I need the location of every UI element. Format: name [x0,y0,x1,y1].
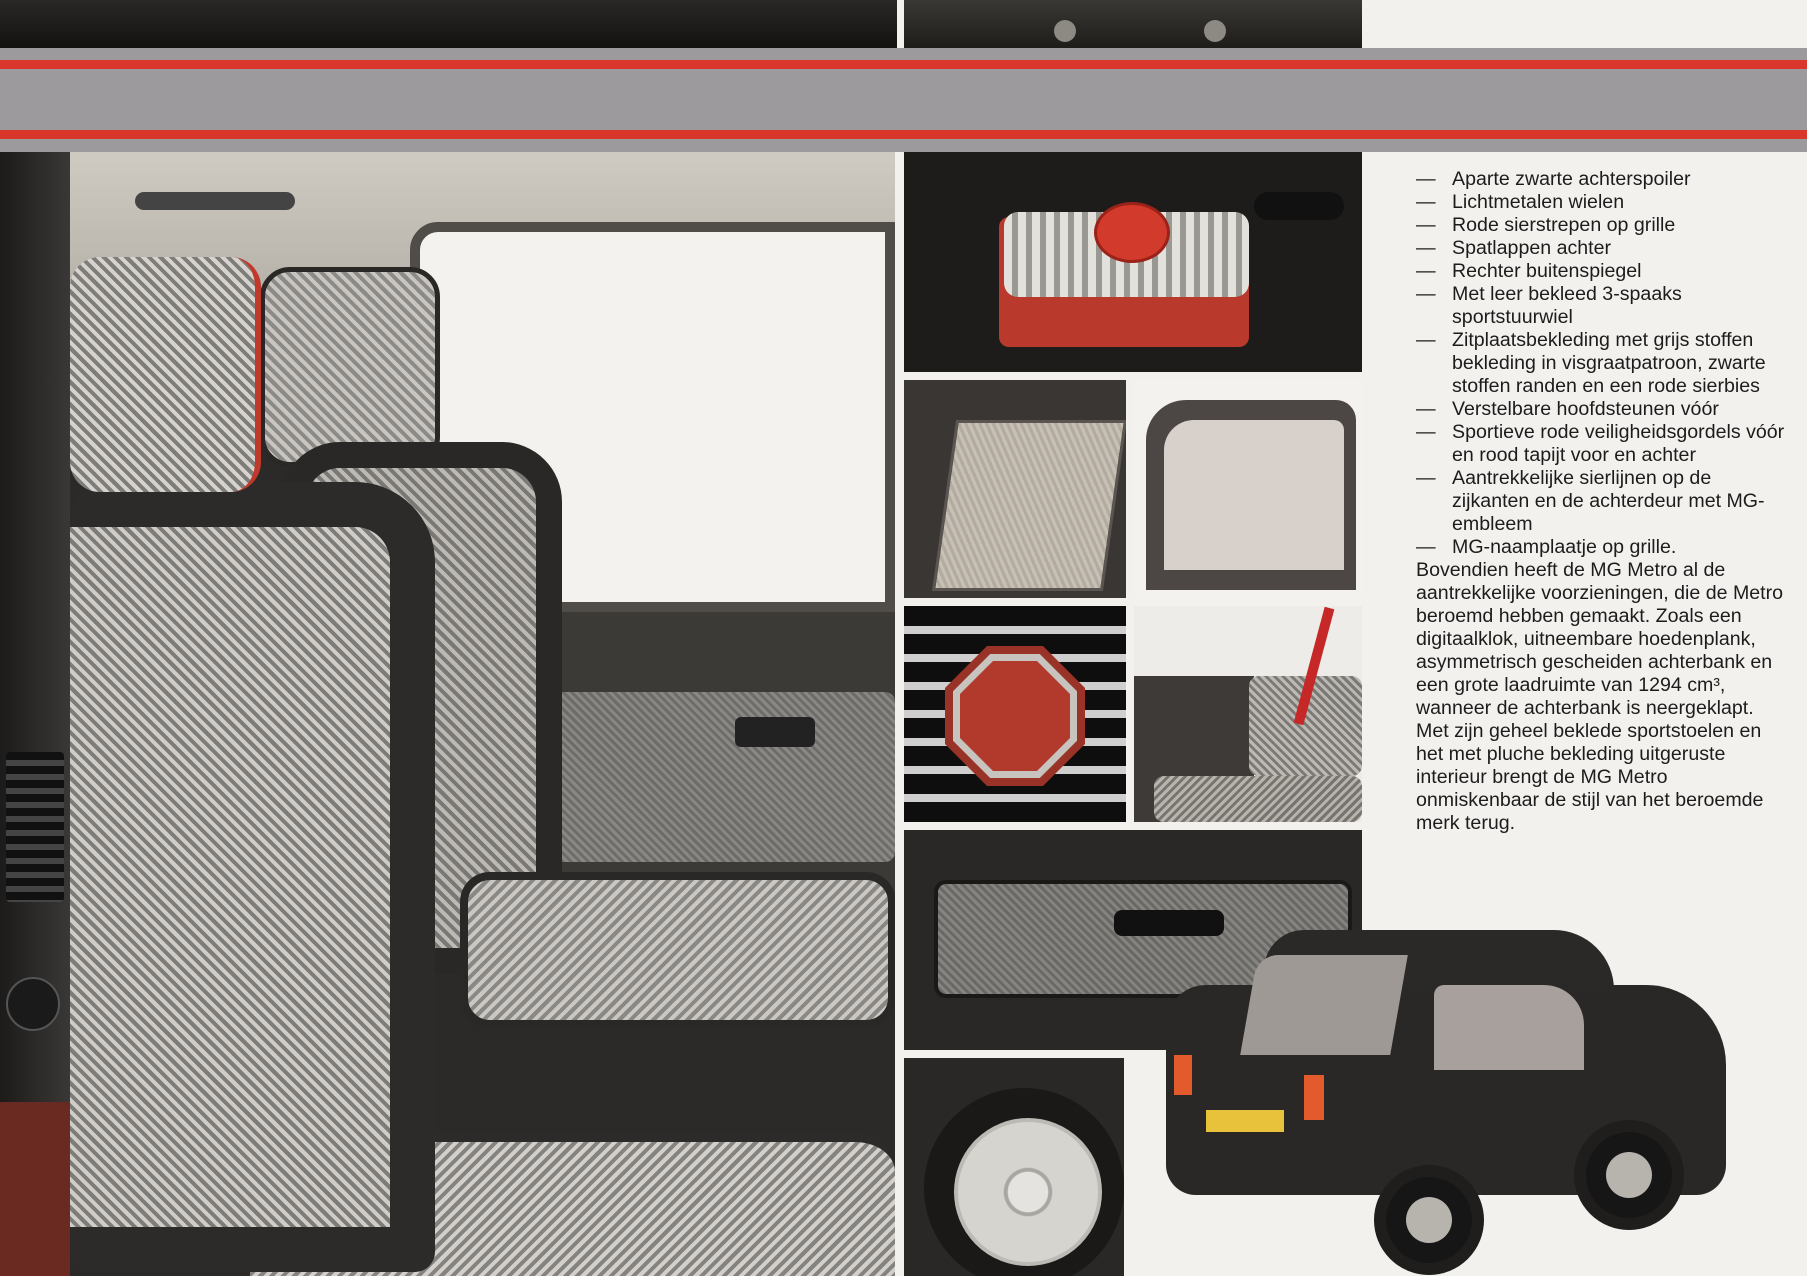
bullet-dash: — [1416,329,1436,351]
car-wheel [1374,1165,1484,1275]
car-tail-light [1304,1075,1324,1120]
feature-text: Spatlappen achter [1452,237,1612,259]
boot-shelf-photo [904,380,1126,598]
feature-item [1416,329,1786,398]
feature-text: Verstelbare hoofdsteunen vóór [1452,398,1719,420]
alloy-rim [954,1118,1102,1266]
mg-badge-core [960,661,1070,771]
top-photo-left [0,0,897,48]
feature-text: Zitplaatsbekleding met grijs stoffen bekleding in visgraatpatroon, zwarte stoffen randen en een rode sierbies [1452,329,1766,397]
bullet-dash: — [1416,421,1436,443]
mg-badge-rim [953,654,1077,778]
rear-seat-photo [1134,606,1362,822]
alloy-wheel-photo [904,1058,1124,1276]
bullet-dash: — [1416,168,1436,190]
feature-item [1416,398,1786,421]
feature-text: Rechter buitenspiegel [1452,260,1642,282]
feature-item [1416,237,1786,260]
car-side-window [1434,985,1584,1070]
bullet-dash: — [1416,214,1436,236]
tailgate-photo [1134,380,1362,598]
car-tail-light [1174,1055,1192,1095]
feature-text: Rode sierstrepen op grille [1452,214,1676,236]
bullet-dash: — [1416,398,1436,420]
mg-badge [945,646,1085,786]
bolt [1054,20,1076,42]
rear-bench-cushion [1154,776,1362,822]
feature-text: Aparte zwarte achterspoiler [1452,168,1691,190]
air-vent [6,752,64,902]
door-handle [735,717,815,747]
feature-text: Sportieve rode veiligheidsgordels vóór en rood tapijt voor en achter [1452,421,1785,466]
car-wheel [1574,1120,1684,1230]
bolt [1204,20,1226,42]
bullet-dash: — [1416,260,1436,282]
top-photo-right [904,0,1362,48]
red-stripe-bottom [0,130,1807,139]
feature-text: Aantrekkelijke sierlijnen op de zijkanten en de achterdeur met MG-embleem [1452,467,1765,535]
passenger-headrest [260,267,440,467]
feature-item [1416,467,1786,536]
interior-photo [0,152,895,1276]
tailgate-glass [1164,420,1344,570]
driver-headrest [70,257,261,492]
bullet-dash: — [1416,536,1436,558]
feature-item [1416,421,1786,467]
feature-text: MG-naamplaatje op grille. [1452,536,1677,558]
stripe-band [0,48,1807,152]
roof-grab-handle [135,192,295,210]
feature-item [1416,214,1786,237]
bullet-dash: — [1416,191,1436,213]
feature-item [1416,260,1786,283]
body-paragraph: Met zijn geheel beklede sportstoelen en het met pluche bekleding uitgeruste interieur brengt de MG Metro onmiskenbaar de stijl van het beroemde merk terug. [1416,720,1764,834]
engine-hose [1254,192,1344,220]
dashboard-edge [0,152,70,1276]
feature-text: Met leer bekleed 3-spaaks sportstuurwiel [1452,283,1682,328]
red-stripe-top [0,60,1807,69]
oil-filler-cap [1094,202,1170,263]
car-number-plate [1206,1110,1284,1132]
feature-list [1416,168,1786,559]
text-column [1416,168,1786,835]
car-photo [1134,925,1807,1276]
passenger-seat-cushion [460,872,895,1028]
door-fabric-insert [540,692,895,862]
engine-photo [904,152,1362,372]
bullet-dash: — [1416,283,1436,305]
dash-knob [6,977,60,1031]
body-paragraph: Bovendien heeft de MG Metro al de aantrekkelijke voorzieningen, die de Metro beroemd hebben gemaakt. Zoals een digitaalklok, uitneembare hoedenplank, asymmetrisch gescheiden achterbank en een grote laadruimte van 1294 cm³, wanneer de achterbank is neergeklapt. [1416,559,1784,719]
feature-item [1416,536,1786,559]
bullet-dash: — [1416,237,1436,259]
red-carpet [0,1102,70,1276]
feature-item [1416,283,1786,329]
feature-text: Lichtmetalen wielen [1452,191,1625,213]
feature-item [1416,168,1786,191]
car-rear-window [1240,955,1408,1055]
bullet-dash: — [1416,467,1436,489]
parcel-shelf [932,420,1126,591]
feature-item [1416,191,1786,214]
grille-badge-photo [904,606,1126,822]
driver-seat-back [70,482,435,1272]
